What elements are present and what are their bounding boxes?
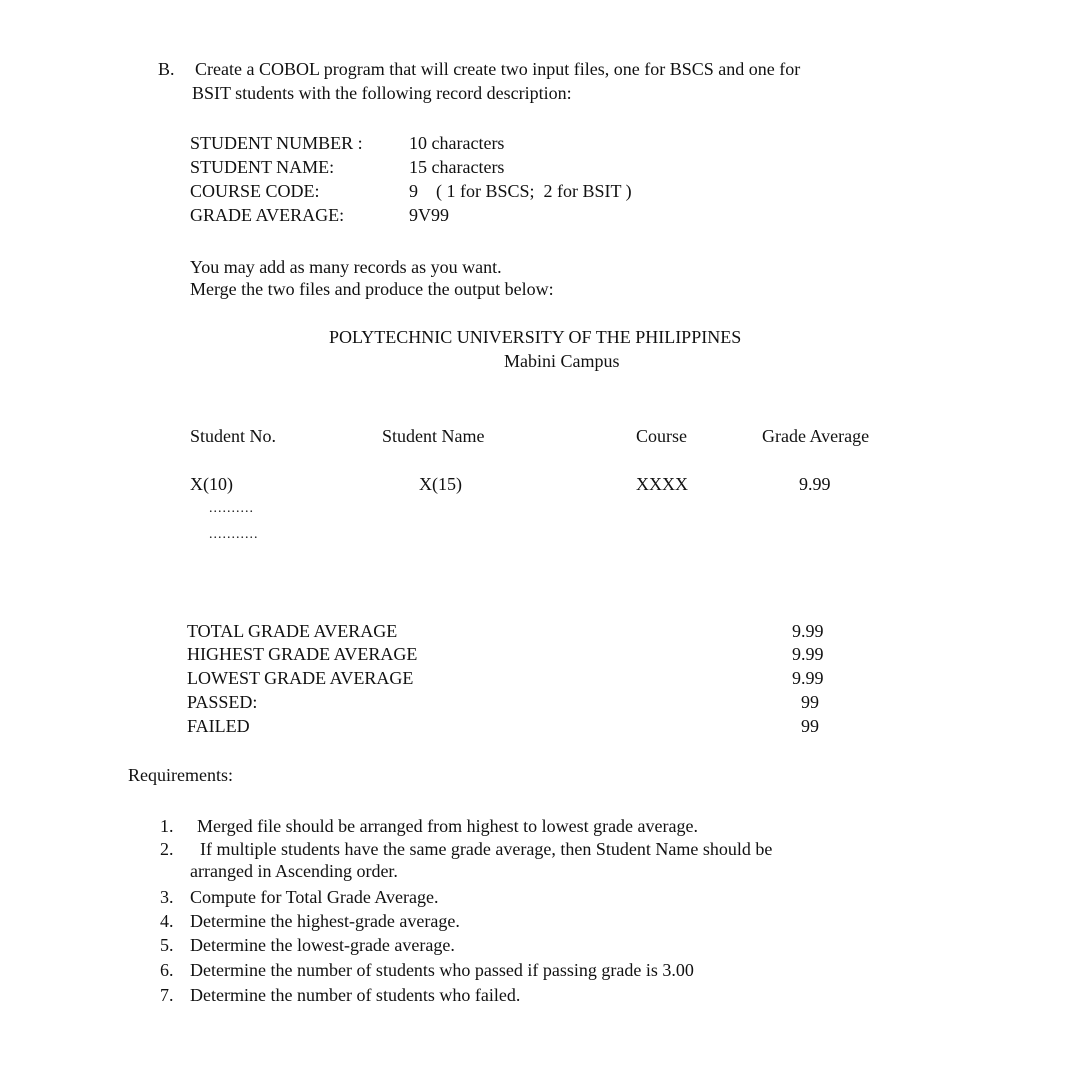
summary-value-passed: 99: [801, 692, 819, 712]
requirement-text: Compute for Total Grade Average.: [190, 887, 439, 907]
requirement-number: 2.: [160, 839, 174, 859]
field-label: STUDENT NUMBER :: [190, 133, 363, 153]
summary-value-lowest: 9.99: [792, 668, 824, 688]
requirement-text: Merged file should be arranged from highest to lowest grade average.: [197, 816, 698, 836]
note-line-1: You may add as many records as you want.: [190, 257, 502, 277]
requirement-number: 3.: [160, 887, 174, 907]
requirement-text: Determine the number of students who passed if passing grade is 3.00: [190, 960, 694, 980]
field-spec: 9 ( 1 for BSCS; 2 for BSIT ): [409, 181, 632, 201]
requirement-text-continued: arranged in Ascending order.: [190, 861, 398, 881]
requirement-text: Determine the number of students who failed.: [190, 985, 521, 1005]
requirement-number: 5.: [160, 935, 174, 955]
summary-label-failed: FAILED: [187, 716, 250, 736]
continuation-dots: ...........: [209, 527, 259, 542]
summary-label-total: TOTAL GRADE AVERAGE: [187, 621, 398, 641]
column-header-student-name: Student Name: [382, 426, 485, 446]
requirement-text: Determine the highest-grade average.: [190, 911, 460, 931]
university-name: POLYTECHNIC UNIVERSITY OF THE PHILIPPINES: [329, 327, 742, 347]
intro-line-2: BSIT students with the following record description:: [192, 83, 572, 103]
requirement-number: 6.: [160, 960, 174, 980]
campus-name: Mabini Campus: [504, 351, 620, 371]
continuation-dots: ..........: [209, 501, 254, 516]
summary-value-total: 9.99: [792, 621, 824, 641]
requirement-text: Determine the lowest-grade average.: [190, 935, 455, 955]
intro-line-1: Create a COBOL program that will create two input files, one for BSCS and one for: [195, 59, 801, 79]
note-line-2: Merge the two files and produce the output below:: [190, 279, 554, 299]
summary-value-failed: 99: [801, 716, 819, 736]
field-spec: 10 characters: [409, 133, 505, 153]
sample-grade-average: 9.99: [799, 474, 831, 494]
requirement-text: If multiple students have the same grade average, then Student Name should be: [200, 839, 773, 859]
requirement-number: 7.: [160, 985, 174, 1005]
requirements-heading: Requirements:: [128, 765, 233, 785]
field-spec: 9V99: [409, 205, 449, 225]
column-header-grade-average: Grade Average: [762, 426, 870, 446]
field-spec: 15 characters: [409, 157, 505, 177]
column-header-course: Course: [636, 426, 687, 446]
sample-course: XXXX: [636, 474, 688, 494]
summary-label-highest: HIGHEST GRADE AVERAGE: [187, 644, 418, 664]
sample-student-name: X(15): [419, 474, 462, 494]
summary-label-lowest: LOWEST GRADE AVERAGE: [187, 668, 414, 688]
requirement-number: 1.: [160, 816, 174, 836]
column-header-student-no: Student No.: [190, 426, 277, 446]
summary-label-passed: PASSED:: [187, 692, 258, 712]
field-label: GRADE AVERAGE:: [190, 205, 345, 225]
sample-student-no: X(10): [190, 474, 233, 494]
field-label: STUDENT NAME:: [190, 157, 335, 177]
field-label: COURSE CODE:: [190, 181, 320, 201]
problem-marker: B.: [158, 59, 175, 79]
requirement-number: 4.: [160, 911, 174, 931]
summary-value-highest: 9.99: [792, 644, 824, 664]
